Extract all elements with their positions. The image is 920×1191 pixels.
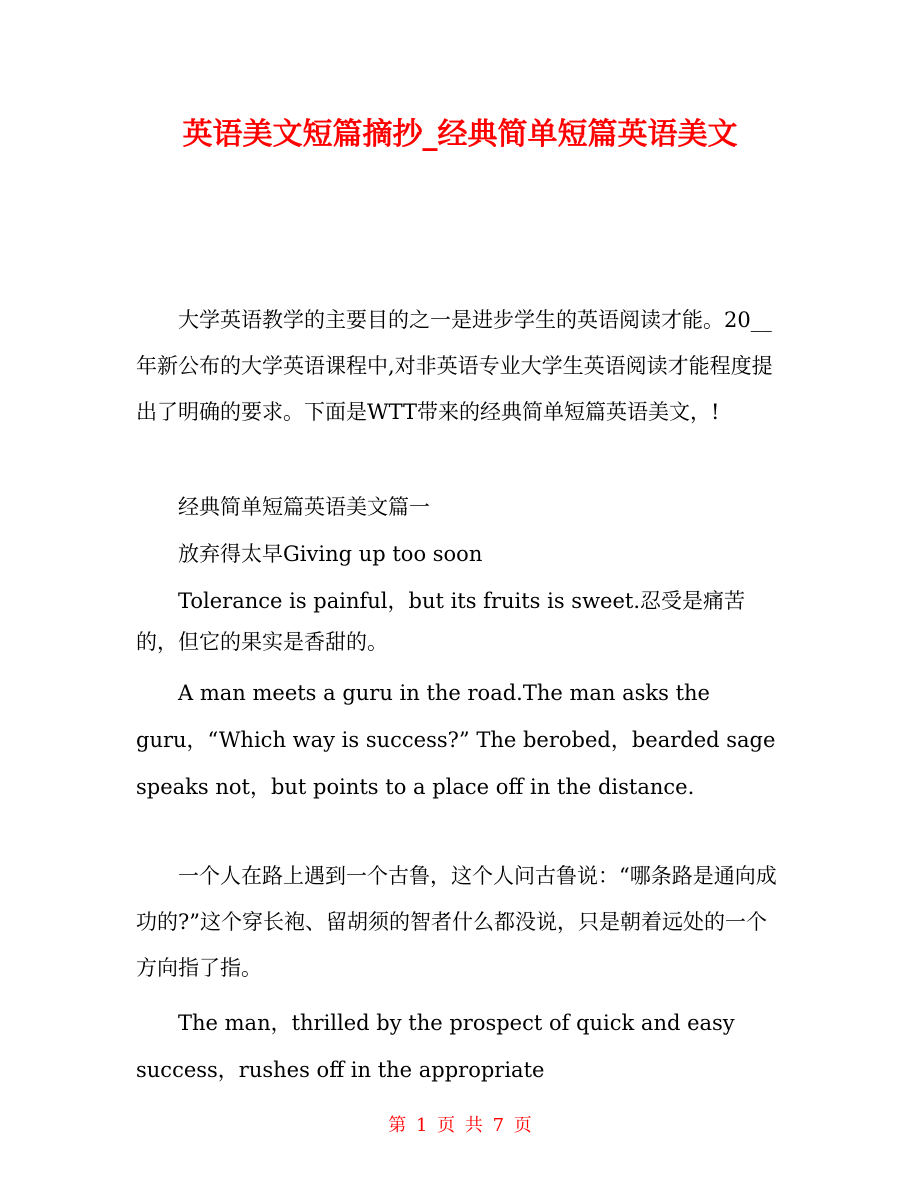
chinese-paragraph: 一个人在路上遇到一个古鲁，这个人问古鲁说：“哪条路是通向成功的?”这个穿长袍、留胡须的智者什么都没说，只是朝着远处的一个方向指了指。: [136, 864, 777, 980]
english-paragraph-continued: The man，thrilled by the prospect of quick and easy success，rushes off in the appropriate: [136, 1011, 735, 1082]
article-title: 放弃得太早Giving up too soon: [178, 542, 483, 566]
intro-paragraph: 大学英语教学的主要目的之一是进步学生的英语阅读才能。20__年新公布的大学英语课程中,对非英语专业大学生英语阅读才能程度提出了明确的要求。下面是WTT带来的经典简单短篇英语美文，!: [136, 308, 773, 424]
page-number-footer: 第 1 页 共 7 页: [388, 1115, 532, 1136]
quote-paragraph: Tolerance is painful，but its fruits is sweet.忍受是痛苦的，但它的果实是香甜的。: [136, 589, 746, 654]
english-paragraph: A man meets a guru in the road.The man asks the guru，“Which way is success?” The berobed，bearded sage speaks not，but points to a place off in the distance.: [136, 681, 776, 799]
document-title: 英语美文短篇摘抄_经典简单短篇英语美文: [182, 117, 738, 152]
section-heading: 经典简单短篇英语美文篇一: [178, 495, 430, 519]
